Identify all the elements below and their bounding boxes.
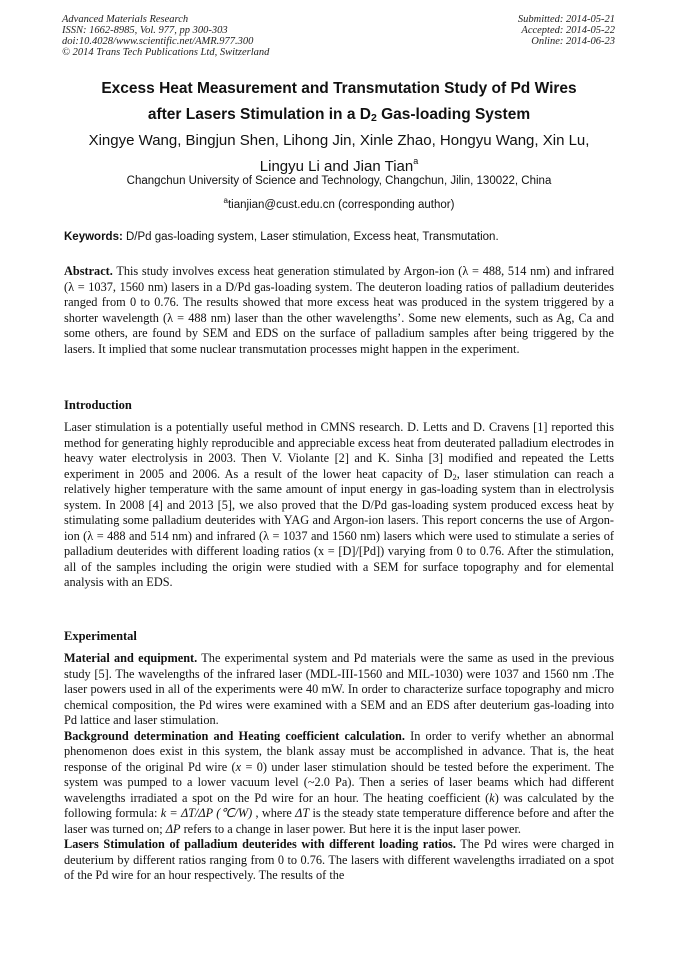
journal-header-right <box>518 14 615 47</box>
author-mark: a <box>413 156 419 166</box>
journal-header-left <box>62 14 269 58</box>
email-mark: a <box>223 196 228 205</box>
background-text-b: = 0) under laser stimulation should be tested before the experiment. The system was pumped to a lower vacuum level (~2.0 Pa). Then a series of laser beams which had different wavelengths irradiated a spot on the Pd wire for an hour. The heating coefficient ( <box>64 759 614 805</box>
experimental-text <box>64 651 614 884</box>
background-text-a: In order to verify whether an abnormal phenomenon does exist in this system, the blank assay must be accomplished in advance. That is, the heat response of the original Pd wire ( <box>64 728 614 774</box>
background-text-f: refers to a change in laser power. But here it is the input laser power. <box>180 821 521 836</box>
background-label: Background determination and Heating coefficient calculation. <box>64 728 405 743</box>
abstract <box>64 264 614 357</box>
experimental-heading: Experimental <box>64 629 137 643</box>
heating-formula: k = ΔT/ΔP (℃/W) <box>160 806 253 820</box>
delta-p: ΔP <box>165 821 181 836</box>
introduction-text <box>64 420 614 591</box>
authors-line-2 <box>40 151 638 177</box>
title-subscript: 2 <box>370 112 377 124</box>
lasers-text: The Pd wires were charged in deuterium by different ratios ranging from 0 to 0.76. The lasers with different wavelengths irradiated on a spot of the Pd wire for an hour respectively. The results of the <box>64 837 614 882</box>
authors <box>40 131 638 177</box>
introduction-heading: Introduction <box>64 398 132 412</box>
paper-title-line-2 <box>40 106 638 124</box>
keywords <box>64 231 624 243</box>
doi: doi:10.4028/www.scientific.net/AMR.977.300 <box>62 36 254 47</box>
material-text: The experimental system and Pd materials were the same as used in the previous study [5]. The wavelengths of the infrared laser (MDL-III-1560 and MIL-1030) were 1037 and 1560 nm .The laser powers used in all of the experiments were 40 mW. In order to characterize surface topography and micro chemical composition, the Pd wires were examined with a SEM and an EDS after deuterium gas-loading into Pd lattice and laser stimulation. <box>64 651 615 727</box>
title-part-b: Gas-loading System <box>376 106 531 123</box>
var-k: k <box>489 790 495 805</box>
affiliation: Changchun University of Science and Technology, Changchun, Jilin, 130022, China <box>126 175 552 187</box>
paper-title-line-1: Excess Heat Measurement and Transmutation Study of Pd Wires <box>101 80 577 97</box>
intro-part-b: , laser stimulation can reach a relatively higher temperature with the same amount of input energy in gas-loading system than in electrolysis system. In 2008 [4] and 2013 [5], we also proved that the D/Pd gas-loading system produced excess heat by stimulating some palladium deuterides with YAG and Argon-ion lasers. This report concerns the use of Argon-ion (λ = 488 and 514 nm) and infrared (λ = 1037 and 1560 nm) lasers which were used to stimulate a series of palladium deuterides with different loading ratios (x = [D]/[Pd]) varying from 0 to 0.76. After the stimulation, all of the samples including the origin were studied with a SEM for surface topography and for elemental analysis with an EDS. <box>64 466 615 589</box>
abstract-text: This study involves excess heat generation stimulated by Argon-ion (λ = 488, 514 nm) and infrared (λ = 1037, 1560 nm) lasers in a D/Pd gas-loading system. The deuteron loading ratios of palladium deuterides ranged from 0 to 0.76. The results showed that more excess heat was produced in the system triggered by a shorter wavelength (λ = 488 nm) laser than the other wavelengths’. Some new elements, such as Ag, Ca and some others, are found by SEM and EDS on the surface of palladium samples after being triggered by the lasers. It implied that some nuclear transmutation processes might happen in the experiment. <box>64 264 614 356</box>
background-text-e: is the steady state temperature difference before and after the laser was turned on; <box>64 806 614 836</box>
issn: ISSN: 1662-8985, Vol. 977, pp 300-303 <box>62 25 228 36</box>
submitted-date: Submitted: 2014-05-21 <box>517 14 615 25</box>
background-text-c: ) was calculated by the following formula: <box>64 790 615 820</box>
authors-line-1: Xingye Wang, Bingjun Shen, Lihong Jin, Xinle Zhao, Hongyu Wang, Xin Lu, <box>88 132 590 149</box>
keywords-text: D/Pd gas-loading system, Laser stimulation, Excess heat, Transmutation. <box>122 231 499 243</box>
corresponding-email <box>40 196 638 211</box>
intro-subscript: 2 <box>452 471 457 482</box>
title-part-a: after Lasers Stimulation in a D <box>147 106 371 123</box>
lasers-label: Lasers Stimulation of palladium deuterides with different loading ratios. <box>64 837 456 851</box>
background-text-d: , where <box>252 806 296 820</box>
keywords-label: Keywords: <box>64 231 123 243</box>
email-text: tianjian@cust.edu.cn (corresponding author) <box>227 199 455 211</box>
var-x: x <box>235 759 242 774</box>
material-label: Material and equipment. <box>64 651 198 665</box>
abstract-label: Abstract. <box>64 264 113 278</box>
copyright: © 2014 Trans Tech Publications Ltd, Switzerland <box>62 47 270 58</box>
authors-line-2-text: Lingyu Li and Jian Tian <box>259 158 414 175</box>
journal-name: Advanced Materials Research <box>62 14 189 25</box>
intro-part-a: Laser stimulation is a potentially useful method in CMNS research. D. Letts and D. Cravens [1] reported this method for generating highly reproducible and appreciable excess heat from deuterated palladium electrodes in heavy water electrolysis in 2003. Then V. Violante [2] and K. Sinha [3] modified and repeated the Letts experiment in 2005 and 2006. As a result of the lower heat capacity of D <box>64 420 614 481</box>
online-date: Online: 2014-06-23 <box>531 36 615 47</box>
delta-t: ΔT <box>295 806 310 820</box>
accepted-date: Accepted: 2014-05-22 <box>521 25 615 36</box>
